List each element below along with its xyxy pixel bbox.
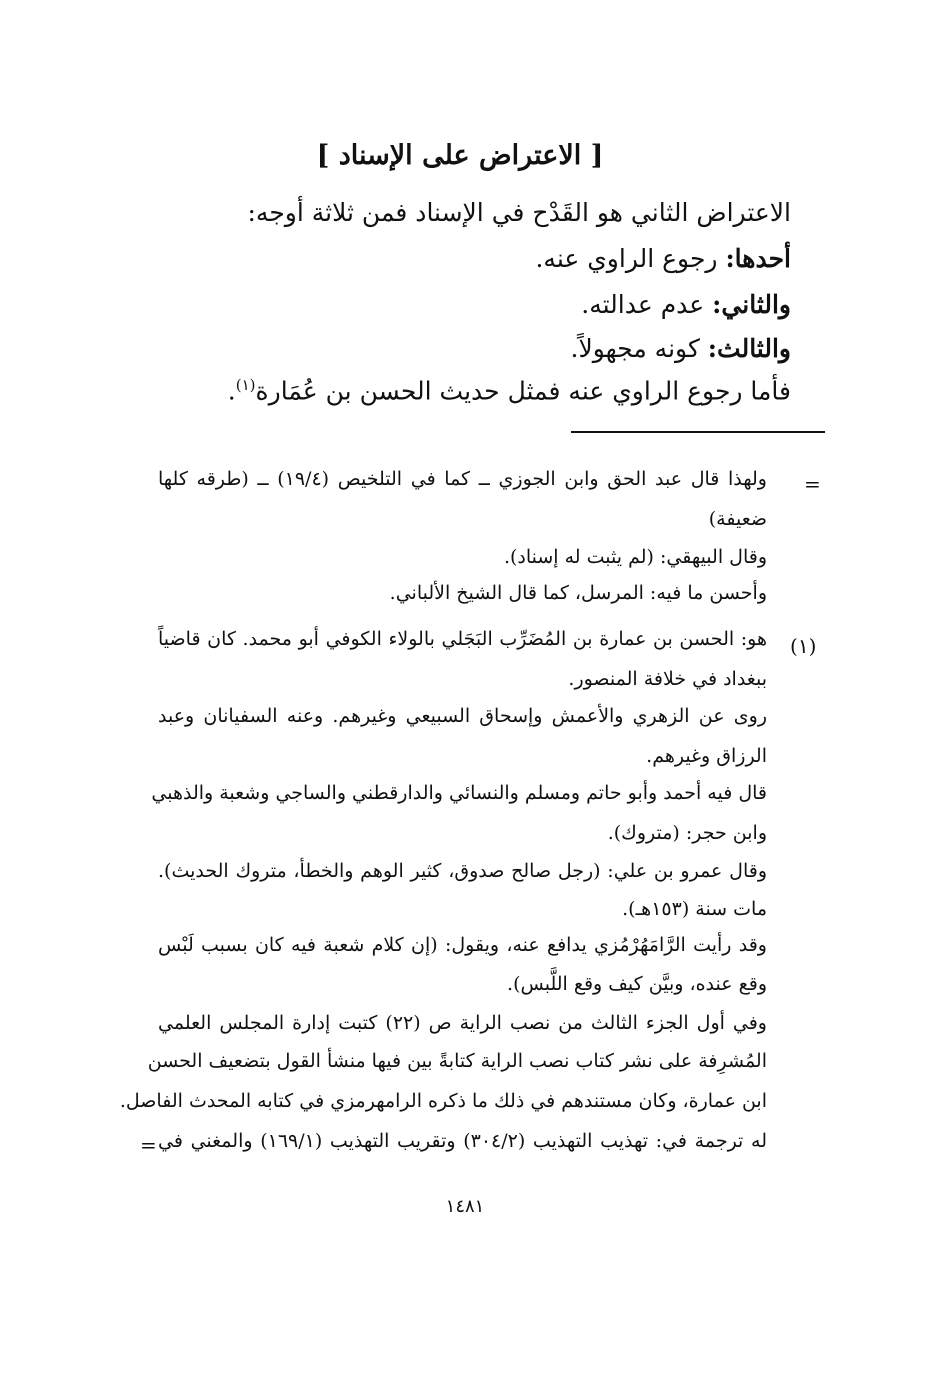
footnote-1-line-4: الرزاق وغيرهم.: [646, 745, 767, 767]
continuation-marker: =: [804, 472, 821, 496]
footnote-1-line-1: هو: الحسن بن عمارة بن المُضَرِّب البَجَلي بالولاء الكوفي أبو محمد. كان قاضياً: [158, 628, 767, 650]
aspect-three-text: كونه مجهولاً.: [570, 334, 700, 363]
example-text: فأما رجوع الراوي عنه فمثل حديث الحسن بن عُمَارة: [255, 376, 791, 406]
page-number: ١٤٨١: [445, 1196, 485, 1217]
aspect-one-text: رجوع الراوي عنه.: [535, 244, 718, 273]
footnote-1-line-5: قال فيه أحمد وأبو حاتم ومسلم والنسائي والدارقطني والساجي وشعبة والذهبي: [151, 782, 767, 804]
aspect-one: [535, 244, 791, 273]
footnote-1-line-6: وابن حجر: (متروك).: [607, 822, 767, 844]
next-page-marker: =: [140, 1133, 157, 1157]
footnote-1-line-14: له ترجمة في: تهذيب التهذيب (٣٠٤/٢) وتقريب التهذيب (١٦٩/١) والمغني في: [158, 1130, 767, 1152]
footnote-1-line-3: روى عن الزهري والأعمش وإسحاق السبيعي وغيرهم. وعنه السفيانان وعبد: [158, 705, 767, 727]
continued-line-3: وقال البيهقي: (لم يثبت له إسناد).: [503, 546, 767, 568]
intro-line: الاعتراض الثاني هو القَدْح في الإسناد فمن ثلاثة أوجه:: [247, 198, 791, 227]
footnote-1-line-10: وقع عنده، وبيَّن كيف وقع اللَّبس).: [507, 973, 767, 995]
continued-line-1: ولهذا قال عبد الحق وابن الجوزي ــ كما في التلخيص (١٩/٤) ــ (طرقه كلها: [158, 468, 767, 490]
footnote-1-line-11: وفي أول الجزء الثالث من نصب الراية ص (٢٢) كتبت إدارة المجلس العلمي: [158, 1012, 767, 1034]
footnote-1-line-9: وقد رأيت الرَّامَهُرْمُزي يدافع عنه، ويقول: (إن كلام شعبة فيه كان بسبب لَبْس: [158, 934, 767, 956]
aspect-two-text: عدم عدالته.: [581, 290, 705, 319]
footnote-1-line-8: مات سنة (١٥٣هـ).: [622, 898, 767, 920]
aspect-three: [571, 334, 791, 363]
aspect-two-label: والثاني:: [712, 290, 791, 319]
aspect-two: [581, 290, 791, 319]
section-heading: [ الاعتراض على الإسناد ]: [316, 140, 604, 171]
footnote-reference: (١): [235, 376, 256, 394]
footnote-separator: [571, 431, 825, 433]
footnote-1-line-13: ابن عمارة، وكان مستندهم في ذلك ما ذكره الرامهرمزي في كتابه المحدث الفاصل.: [119, 1090, 767, 1112]
aspect-three-label: والثالث:: [707, 334, 791, 363]
footnote-1-line-12: المُشرِفة على نشر كتاب نصب الراية كتابةً بين فيها منشأ القول بتضعيف الحسن: [147, 1050, 767, 1072]
continued-line-2: ضعيفة): [708, 508, 767, 530]
footnote-1-line-2: ببغداد في خلافة المنصور.: [568, 668, 767, 690]
footnote-1-line-7: وقال عمرو بن علي: (رجل صالح صدوق، كثير الوهم والخطأ، متروك الحديث).: [158, 860, 767, 882]
example-end: .: [227, 376, 236, 406]
example-line: [228, 376, 791, 405]
continued-line-4: وأحسن ما فيه: المرسل، كما قال الشيخ الألباني.: [389, 582, 767, 604]
footnote-1-marker: (١): [790, 634, 817, 658]
aspect-one-label: أحدها:: [725, 244, 791, 273]
